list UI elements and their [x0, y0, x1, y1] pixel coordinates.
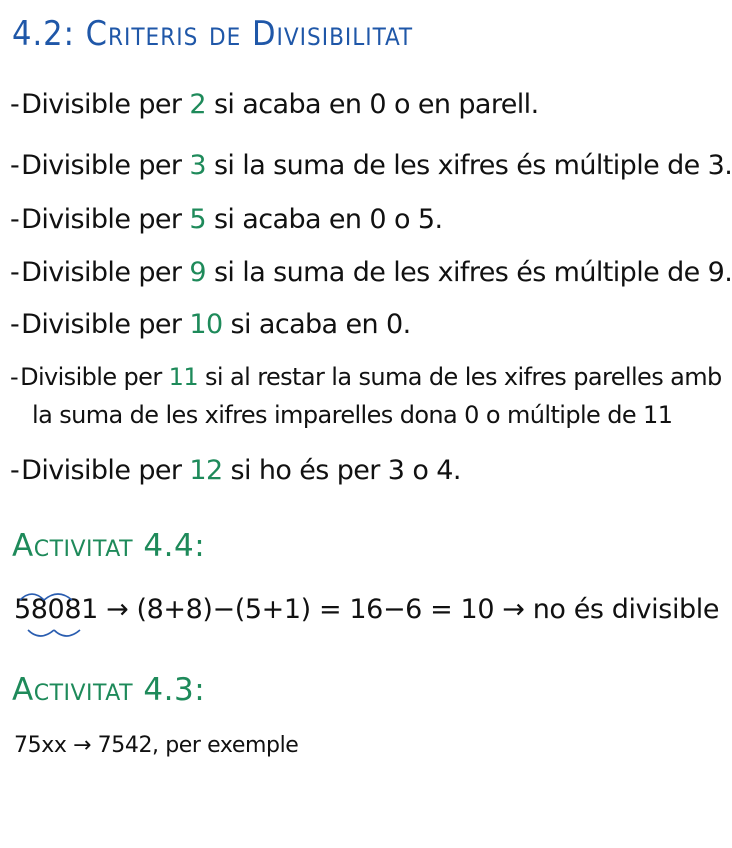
activity-4-4-heading: Activitat 4.4:	[12, 528, 206, 564]
rule-item	[10, 258, 732, 288]
rule-condition: si la suma de les xifres és múltiple de 3.	[205, 150, 732, 181]
rule-condition: si la suma de les xifres és múltiple de 9.	[205, 257, 732, 288]
bullet-dash: -	[10, 204, 20, 235]
bullet-dash: -	[10, 257, 20, 288]
divisor-number: 5	[189, 204, 206, 235]
rule-text: Divisible per	[21, 455, 190, 486]
rule-text: Divisible per	[21, 309, 190, 340]
rule-text: Divisible per	[21, 257, 190, 288]
rule-item	[10, 310, 411, 340]
divisor-number: 2	[189, 89, 206, 120]
rule-text: Divisible per	[20, 363, 169, 391]
divisor-number: 10	[189, 309, 223, 340]
rule-text: Divisible per	[21, 204, 190, 235]
bullet-dash: -	[10, 89, 20, 120]
rule-text: Divisible per	[21, 89, 190, 120]
bullet-dash: -	[10, 363, 19, 391]
bullet-dash: -	[10, 455, 20, 486]
rule-condition: si acaba en 0 o en parell.	[205, 89, 539, 120]
rule-item	[10, 362, 722, 430]
rule-item	[10, 205, 442, 235]
activity-4-3-work: 75xx → 7542, per exemple	[14, 733, 299, 758]
rule-continuation: la suma de les xifres imparelles dona 0 o múltiple de 11	[32, 401, 673, 429]
activity-4-3-heading: Activitat 4.3:	[12, 672, 206, 708]
bullet-dash: -	[10, 309, 20, 340]
divisor-number: 9	[189, 257, 206, 288]
rule-condition: si al restar la suma de les xifres parelles amb	[198, 363, 722, 391]
bullet-dash: -	[10, 150, 20, 181]
divisor-number: 3	[189, 150, 206, 181]
number-58081: 58081	[14, 594, 98, 625]
rule-item	[10, 90, 539, 120]
rule-item	[10, 151, 732, 181]
divisibility-calculation: → (8+8)−(5+1) = 16−6 = 10 → no és divisible	[97, 594, 720, 625]
rule-condition: si acaba en 0 o 5.	[205, 204, 443, 235]
rule-condition: si ho és per 3 o 4.	[222, 455, 461, 486]
page-title: 4.2: Criteris de Divisibilitat	[12, 14, 414, 54]
circled-number	[14, 594, 98, 625]
rule-item	[10, 456, 461, 486]
rule-condition: si acaba en 0.	[222, 309, 411, 340]
rule-text: Divisible per	[21, 150, 190, 181]
activity-4-4-work	[14, 594, 719, 625]
divisor-number: 11	[168, 363, 198, 391]
divisor-number: 12	[189, 455, 223, 486]
